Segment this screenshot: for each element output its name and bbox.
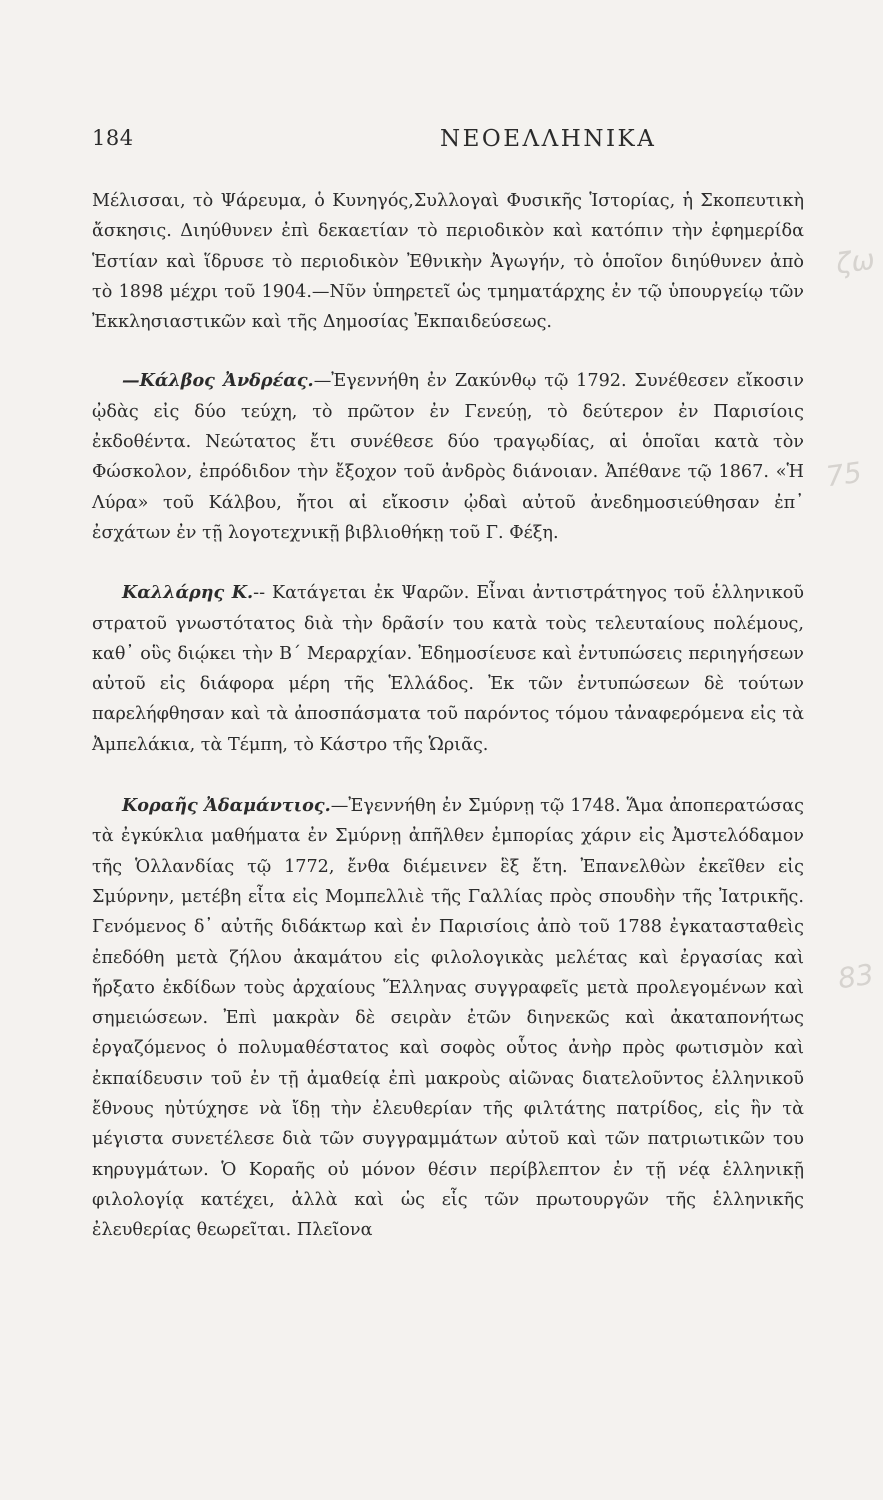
page-number: 184 [92, 126, 134, 150]
page-header [92, 126, 792, 156]
entry-continuation [92, 186, 804, 337]
entry-kalvos [92, 366, 804, 548]
entry-text-kallaris: -- Κατάγεται ἐκ Ψαρῶν. Εἶναι ἀντιστράτηγος τοῦ ἑλληνικοῦ στρατοῦ γνωστότατος διὰ τὴν δρᾶσίν του κατὰ τοὺς τελευταίους πολέμους, καθ᾽ οὓς διῴκει τὴν Β´ Μεραρχίαν. Ἐδημοσίευσε καὶ ἐντυπώσεις περιηγήσεων αὐτοῦ εἰς διάφορα μέρη τῆς Ἑλλάδος. Ἐκ τῶν ἐντυπώσεων δὲ τούτων παρελήφθησαν καὶ τὰ ἀποσπάσματα τοῦ παρόντος τόμου τἀναφερόμενα εἰς τὰ Ἀμπελάκια, τὰ Τέμπη, τὸ Κάστρο τῆς Ὡριᾶς. [92, 583, 804, 755]
entry-head-korais: Κοραῆς Ἀδαμάντιος. [122, 795, 331, 817]
body-text [92, 186, 804, 1246]
margin-pencil-note: 83 [835, 957, 876, 996]
entry-kallaris [92, 578, 804, 760]
entry-korais [92, 791, 804, 1245]
margin-pencil-note: 75 [823, 455, 864, 494]
margin-pencil-note: ζω [833, 242, 877, 281]
entry-text-korais: —Ἐγεννήθη ἐν Σμύρνῃ τῷ 1748. Ἅμα ἀποπερατώσας τὰ ἐγκύκλια μαθήματα ἐν Σμύρνῃ ἀπῆλθεν ἐμπορίας χάριν εἰς Ἀμστελόδαμον τῆς Ὁλλανδίας τῷ 1772, ἔνθα διέμεινεν ἓξ ἔτη. Ἐπανελθὼν ἐκεῖθεν εἰς Σμύρνην, μετέβη εἶτα εἰς Μομπελλιὲ τῆς Γαλλίας πρὸς σπουδὴν τῆς Ἰατρικῆς. Γενόμενος δ᾽ αὐτῆς διδάκτωρ καὶ ἐν Παρισίοις ἀπὸ τοῦ 1788 ἐγκατασταθεὶς ἐπεδόθη μετὰ ζήλου ἀκαμάτου εἰς φιλολογικὰς μελέτας καὶ ἐργασίας καὶ ἤρξατο ἐκδίδων τοὺς ἀρχαίους Ἕλληνας συγγραφεῖς μετὰ προλεγομένων καὶ σημειώσεων. Ἐπὶ μακρὰν δὲ σειρὰν ἐτῶν διηνεκῶς καὶ ἀκαταπονήτως ἐργαζόμενος ὁ πολυμαθέστατος καὶ σοφὸς οὗτος ἀνὴρ πρὸς φωτισμὸν καὶ ἐκπαίδευσιν τοῦ ἐν τῇ ἀμαθείᾳ ἐπὶ μακροὺς αἰῶνας διατελοῦντος ἑλληνικοῦ ἔθνους ηὐτύχησε νὰ ἴδῃ τὴν ἐλευθερίαν τῆς φιλτάτης πατρίδος, εἰς ἣν τὰ μέγιστα συνετέλεσε διὰ τῶν συγγραμμάτων αὐτοῦ καὶ τῶν πατριωτικῶν του κηρυγμάτων. Ὁ Κοραῆς οὐ μόνον θέσιν περίβλεπτον ἐν τῇ νέᾳ ἑλληνικῇ φιλολογίᾳ κατέχει, ἀλλὰ καὶ ὡς εἷς τῶν πρωτουργῶν τῆς ἑλληνικῆς ἐλευθερίας θεωρεῖται. Πλεῖονα [92, 796, 804, 1241]
entry-head-kallaris: Καλλάρης Κ. [122, 582, 254, 604]
running-title: ΝΕΟΕΛΛΗΝΙΚΑ [440, 126, 657, 152]
entry-text-kalvos: —Ἐγεννήθη ἐν Ζακύνθῳ τῷ 1792. Συνέθεσεν εἴκοσιν ᾠδὰς εἰς δύο τεύχη, τὸ πρῶτον ἐν Γενεύῃ, τὸ δεύτερον ἐν Παρισίοις ἐκδοθέντα. Νεώτατος ἔτι συνέθεσε δύο τραγῳδίας, αἱ ὁποῖαι κατὰ τὸν Φώσκολον, ἐπρόδιδον τὴν ἔξοχον τοῦ ἀνδρὸς διάνοιαν. Ἀπέθανε τῷ 1867. «Ἡ Λύρα» τοῦ Κάλβου, ἤτοι αἱ εἴκοσιν ᾠδαὶ αὐτοῦ ἀνεδημοσιεύθησαν ἐπ᾽ ἐσχάτων ἐν τῇ λογοτεχνικῇ βιβλιοθήκῃ τοῦ Γ. Φέξη. [92, 371, 804, 543]
entry-text: Μέλισσαι, τὸ Ψάρευμα, ὁ Κυνηγός,Συλλογαὶ Φυσικῆς Ἱστορίας, ἡ Σκοπευτικὴ ἄσκησις. Διηύθυνεν ἐπὶ δεκαετίαν τὸ περιοδικὸν καὶ κατόπιν τὴν ἐφημερίδα Ἑστίαν καὶ ἵδρυσε τὸ περιοδικὸν Ἐθνικὴν Ἀγωγήν, τὸ ὁποῖον διηύθυνεν ἀπὸ τὸ 1898 μέχρι τοῦ 1904.—Νῦν ὑπηρετεῖ ὡς τμηματάρχης ἐν τῷ ὑπουργείῳ τῶν Ἐκκλησιαστικῶν καὶ τῆς Δημοσίας Ἐκπαιδεύσεως. [92, 191, 804, 333]
entry-head-kalvos: —Κάλβος Ἀνδρέας. [122, 370, 314, 392]
